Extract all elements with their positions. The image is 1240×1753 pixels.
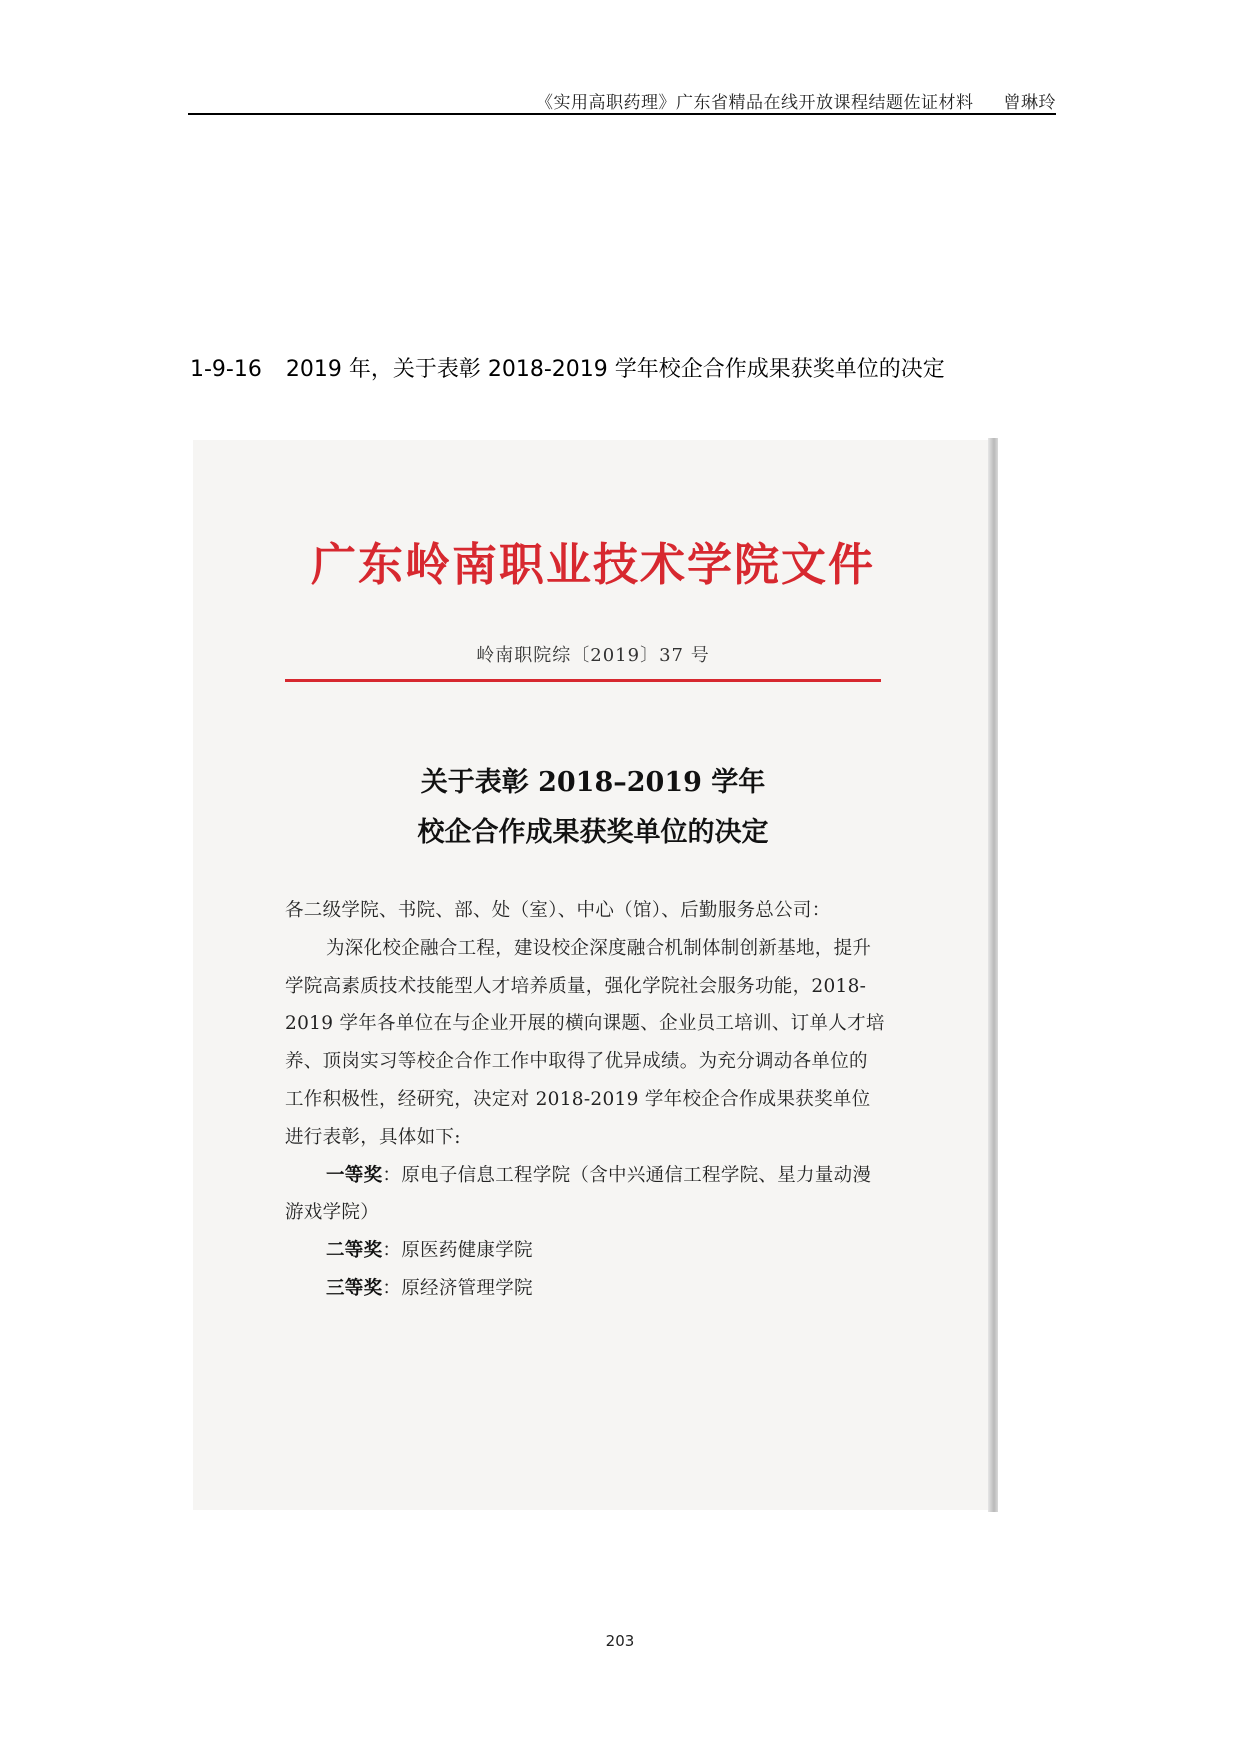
scanned-document [193,440,993,1510]
award-label: 一等奖 [326,1164,383,1186]
award-colon: ： [382,1164,402,1186]
award-value: 原经济管理学院 [401,1277,533,1299]
running-header [190,88,1056,113]
award-value: 原医药健康学院 [401,1240,533,1262]
page-number: 203 [605,1632,635,1650]
section-heading [190,352,945,383]
award-colon: ： [382,1240,402,1262]
document-body [285,892,885,1308]
salutation: 各二级学院、书院、部、处（室）、中心（馆）、后勤服务总公司： [285,900,831,921]
award-colon: ： [382,1277,402,1299]
award-label: 三等奖 [326,1277,383,1299]
section-number: 1-9-16 [190,357,262,382]
red-divider [285,679,881,682]
body-paragraph: 为深化校企融合工程，建设校企深度融合机制体制创新基地，提升学院高素质技术技能型人才培养质量，强化学院社会服务功能，2018-2019 学年各单位在与企业开展的横向课题、企业员工培训、订单人才培养、顶岗实习等校企合作工作中取得了优异成绩。为充分调动各单位的工作积极性，经研究，决定对 2018-2019 学年校企合作成果获奖单位进行表彰，具体如下: [285,937,885,1148]
award-first [285,1157,885,1233]
document-title-line-2: 校企合作成果获奖单位的决定 [417,817,769,848]
award-second [285,1232,885,1270]
scan-page-edge [988,438,998,1512]
document-title-line-1: 关于表彰 2018–2019 学年 [420,767,766,798]
section-title: 2019 年，关于表彰 2018-2019 学年校企合作成果获奖单位的决定 [285,357,945,382]
award-label: 二等奖 [326,1240,383,1262]
header-title: 《实用高职药理》广东省精品在线开放课程结题佐证材料 [536,93,974,113]
award-third [285,1270,885,1308]
header-divider [188,113,1056,115]
header-author: 曾琳玲 [1003,93,1056,113]
document-issuer-header: 广东岭南职业技术学院文件 [310,538,875,591]
award-value: 原电子信息工程学院（含中兴通信工程学院、星力量动漫游戏学院） [285,1164,872,1224]
document-number: 岭南职院综〔2019〕37 号 [476,645,710,666]
